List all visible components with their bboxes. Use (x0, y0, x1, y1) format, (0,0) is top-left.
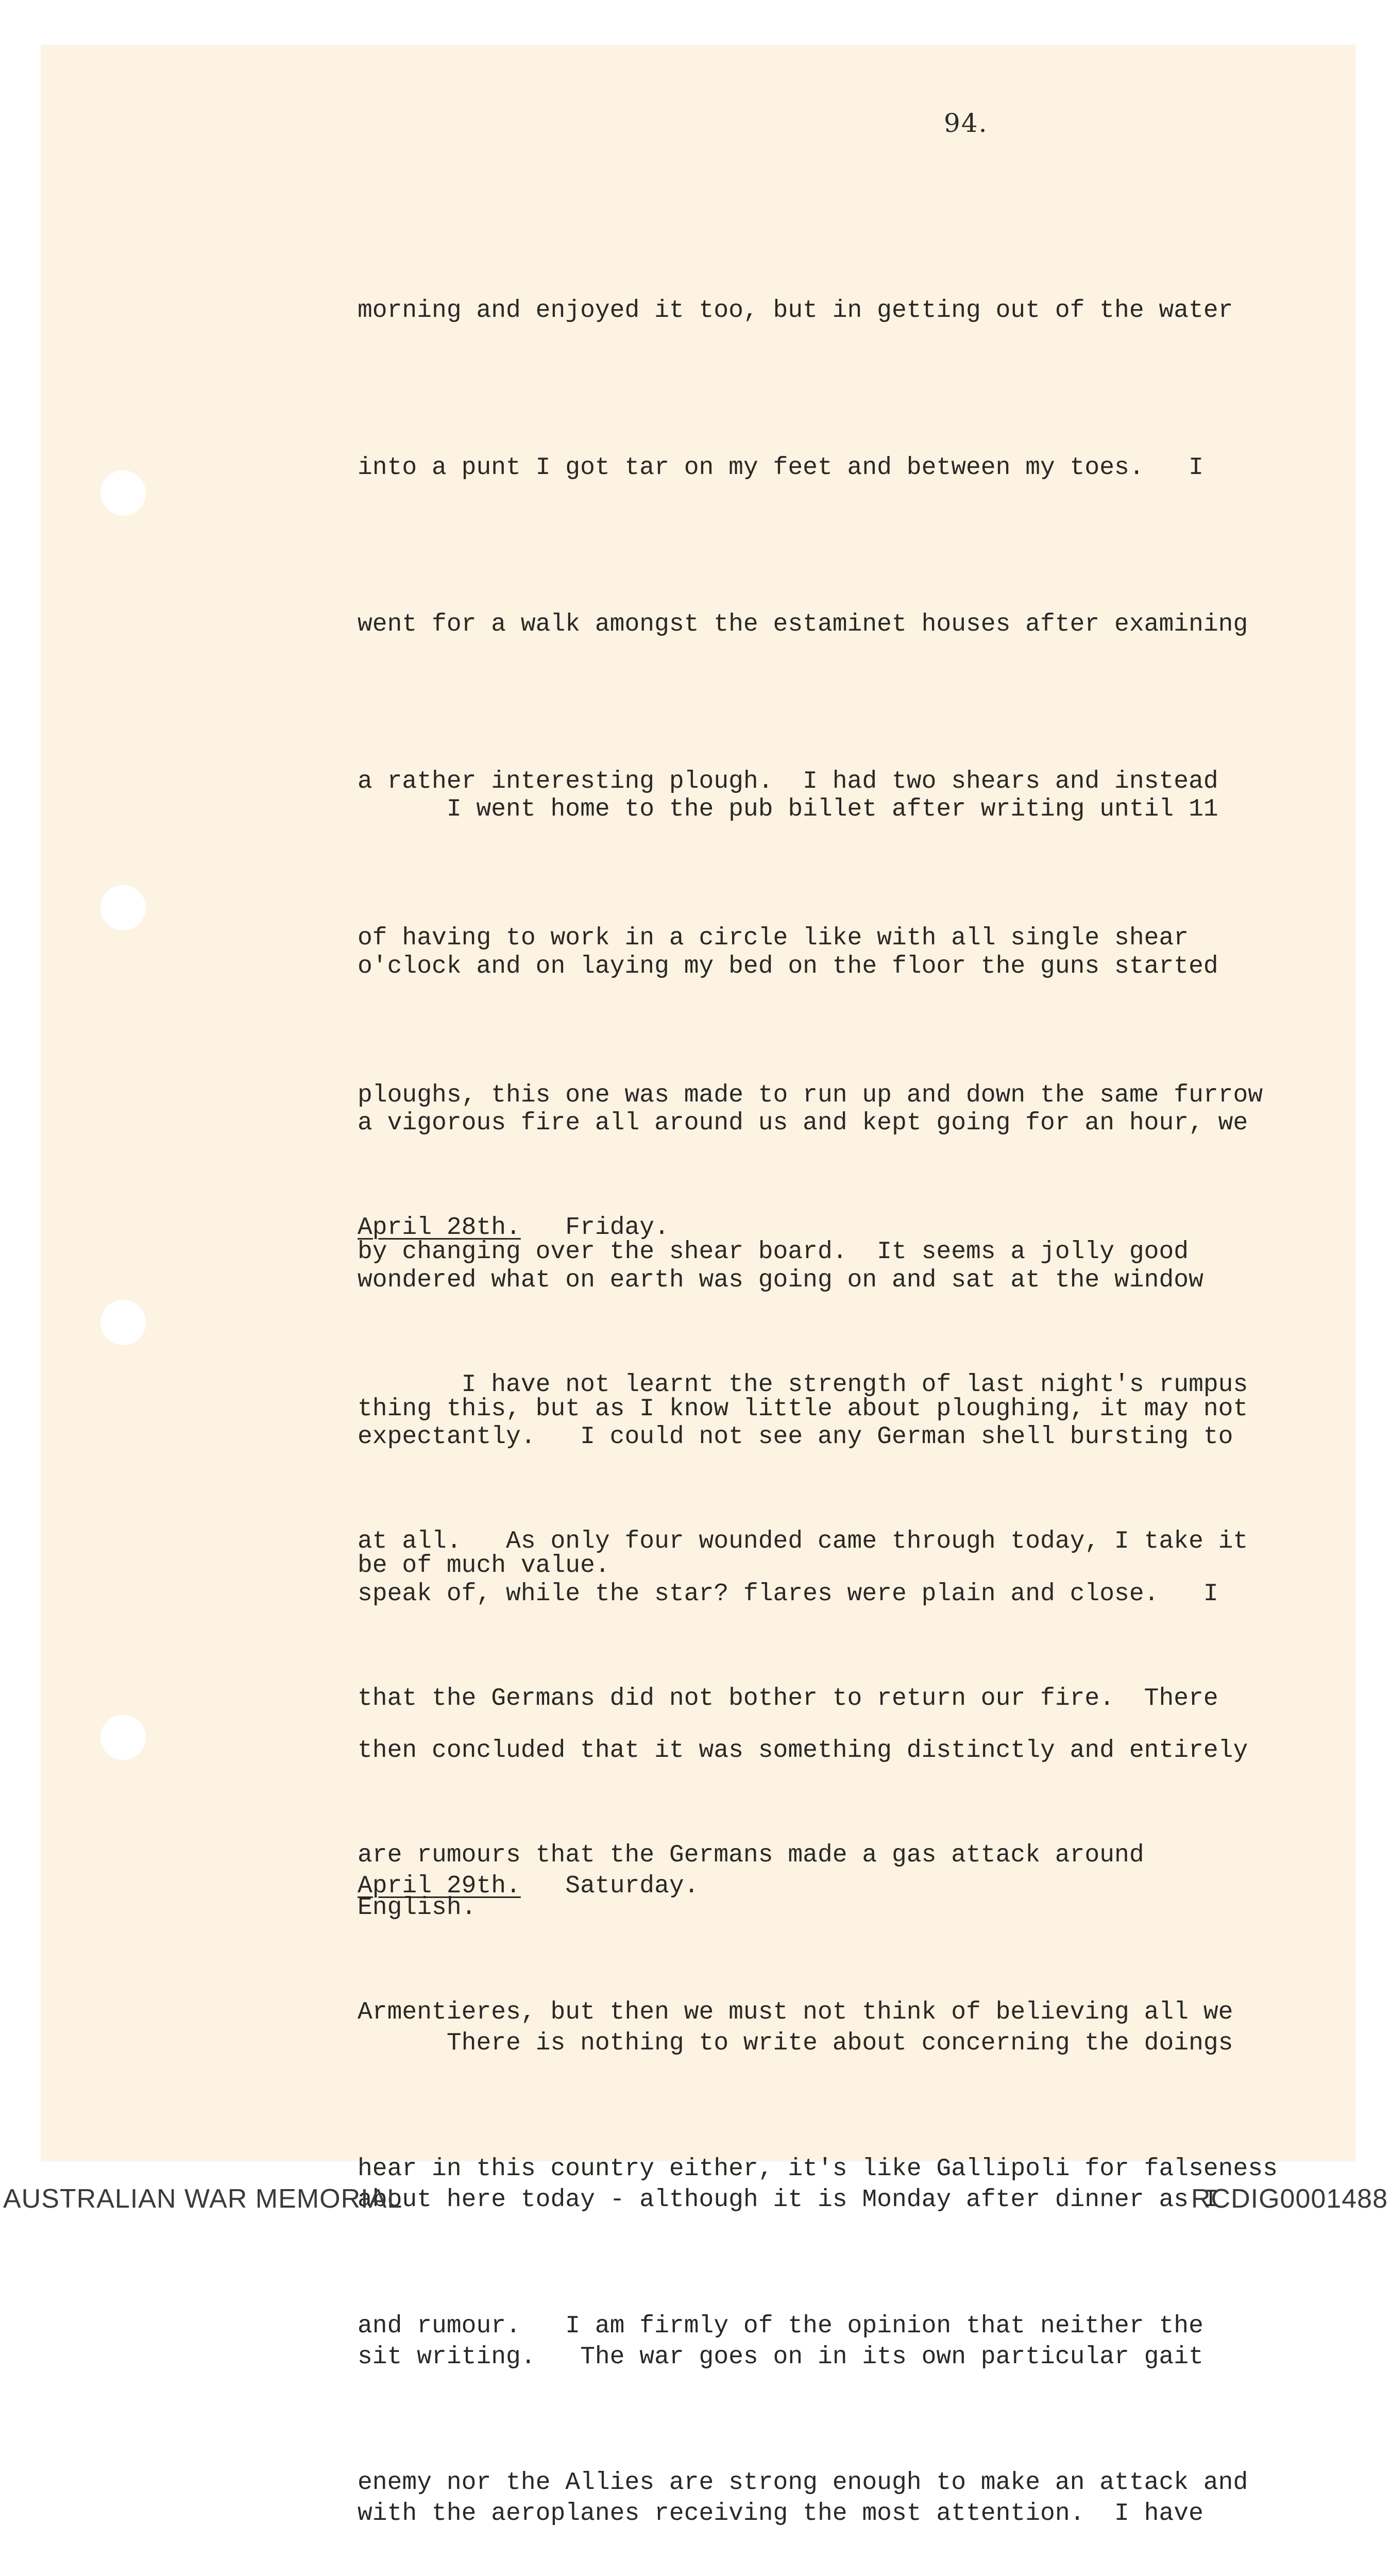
text-line: speak of, while the star? flares were plain and close. I (358, 1580, 1218, 1608)
text-line: of having to work in a circle like with all single shear (358, 924, 1189, 952)
text-line: are rumours that the Germans made a gas attack around (358, 1841, 1144, 1869)
entry-date: April 28th. (358, 1214, 521, 1242)
text-line: a vigorous fire all around us and kept going for an hour, we (358, 1109, 1248, 1137)
text-line: English. (358, 1893, 477, 1922)
entry-day: Saturday. (565, 1872, 699, 1900)
text-line: a rather interesting plough. I had two shears and instead (358, 767, 1218, 795)
punch-hole (100, 470, 146, 516)
text-line: then concluded that it was something distinctly and entirely (358, 1737, 1248, 1765)
text-line: be of much value. (358, 1552, 610, 1580)
page-number: 94. (944, 108, 988, 138)
text-line: about here today - although it is Monday after dinner as I (358, 2186, 1218, 2214)
text-line: ploughs, this one was made to run up and down the same furrow (358, 1081, 1263, 1109)
punch-hole (100, 1715, 146, 1760)
text-line: by changing over the shear board. It seems a jolly good (358, 1238, 1189, 1266)
text-line: at all. As only four wounded came through today, I take it (358, 1528, 1248, 1555)
text-line: Armentieres, but then we must not think of believing all we (358, 1998, 1233, 2026)
text-line: into a punt I got tar on my feet and between my toes. I (358, 453, 1203, 482)
text-line: enemy nor the Allies are strong enough to make an attack and (358, 2469, 1248, 2497)
archive-reference-id: RCDIG0001488 (1191, 2184, 1388, 2214)
punch-hole (100, 885, 146, 930)
text-line: that the Germans did not bother to return our fire. There (358, 1684, 1218, 1713)
diary-entry-april-29 (358, 1756, 1381, 2576)
text-line: wondered what on earth was going on and sat at the window (358, 1266, 1203, 1294)
text-line: with the aeroplanes receiving the most attention. I have (358, 2500, 1203, 2528)
text-line: I went home to the pub billet after writing until 11 (358, 795, 1218, 823)
text-line: hear in this country either, it's like Gallipoli for falseness (358, 2155, 1278, 2183)
text-line: o'clock and on laying my bed on the floor the guns started (358, 952, 1218, 980)
text-line: went for a walk amongst the estaminet houses after examining (358, 611, 1248, 638)
text-line: There is nothing to write about concerning the doings (358, 2029, 1233, 2057)
text-line: I have not learnt the strength of last night's rumpus (358, 1370, 1248, 1399)
text-line: morning and enjoyed it too, but in getting out of the water (358, 297, 1233, 325)
text-line: sit writing. The war goes on in its own particular gait (358, 2343, 1203, 2371)
punch-hole (100, 1300, 146, 1345)
archive-credit: AUSTRALIAN WAR MEMORIAL (3, 2184, 403, 2214)
text-line: expectantly. I could not see any German shell bursting to (358, 1423, 1233, 1451)
entry-heading (358, 1860, 1381, 1913)
text-line: and rumour. I am firmly of the opinion that neither the (358, 2312, 1203, 2340)
text-line: thing this, but as I know little about ploughing, it may not (358, 1395, 1248, 1423)
entry-date: April 29th. (358, 1872, 521, 1900)
entry-day: Friday. (565, 1214, 669, 1242)
entry-heading (358, 1202, 1381, 1255)
